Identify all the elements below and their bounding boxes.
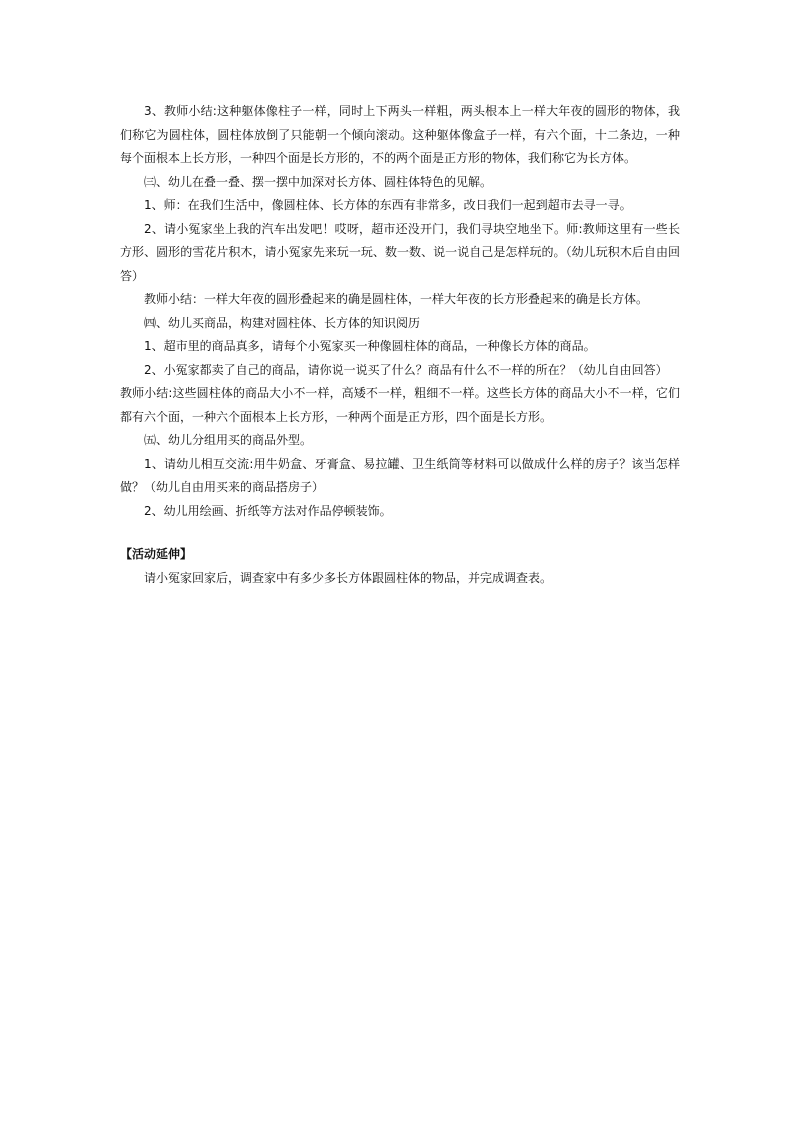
document-body [120,100,680,590]
paragraph-step-1b: 1、超市里的商品真多，请每个小冤家买一种像圆柱体的商品，一种像长方体的商品。 [144,339,596,353]
paragraph-teacher-summary-1: 3、教师小结:这种躯体像柱子一样，同时上下两头一样粗，两头根本上一样大年夜的圆形的物体，我们称它为圆柱体，圆柱体放倒了只能朝一个倾向滚动。这种躯体像盒子一样，有六个面，十二条边，一种每个面根本上长方形，一种四个面是长方形的，不的两个面是正方形的物体，我们称它为长方体。 [120,104,680,165]
paragraph-teacher-summary-2: 教师小结：一样大年夜的圆形叠起来的确是圆柱体，一样大年夜的长方形叠起来的确是长方体。 [144,292,649,306]
paragraph-teacher-summary-3: 教师小结:这些圆柱体的商品大小不一样，高矮不一样，粗细不一样。这些长方体的商品大小不一样，它们都有六个面，一种六个面根本上长方形，一种两个面是正方形，四个面是长方形。 [120,386,680,424]
paragraph-step-1: 1、师：在我们生活中，像圆柱体、长方体的东西有非常多，改日我们一起到超市去寻一寻。 [144,198,632,212]
paragraph-step-2c: 2、幼儿用绘画、折纸等方法对作品停顿装饰。 [144,503,392,518]
paragraph-step-2b: 2、小冤家都卖了自己的商品，请你说一说买了什么？商品有什么不一样的所在？（幼儿自由回答） [144,362,668,377]
extension-text: 请小冤家回家后，调查家中有多少多长方体跟圆柱体的物品，并完成调查表。 [144,570,553,585]
paragraph-section-4: ㈣、幼儿买商品，构建对圆柱体、长方体的知识阅历 [144,315,421,330]
paragraph-section-3: ㈢、幼儿在叠一叠、摆一摆中加深对长方体、圆柱体特色的见解。 [144,174,493,189]
extension-heading: 【活动延伸】 [120,547,193,561]
paragraph-section-5: ㈤、幼儿分组用买的商品外型。 [144,433,313,447]
paragraph-step-2: 2、请小冤家坐上我的汽车出发吧！哎呀，超市还没开门，我们寻块空地坐下。师:教师这里有一些长方形、圆形的雪花片积木，请小冤家先来玩一玩、数一数、说一说自己是怎样玩的。（幼儿玩积木后自由回答） [120,221,680,283]
paragraph-step-1c: 1、请幼儿相互交流:用牛奶盒、牙膏盒、易拉罐、卫生纸筒等材料可以做成什么样的房子？该当怎样做？（幼儿自由用买来的商品搭房子） [120,456,680,494]
